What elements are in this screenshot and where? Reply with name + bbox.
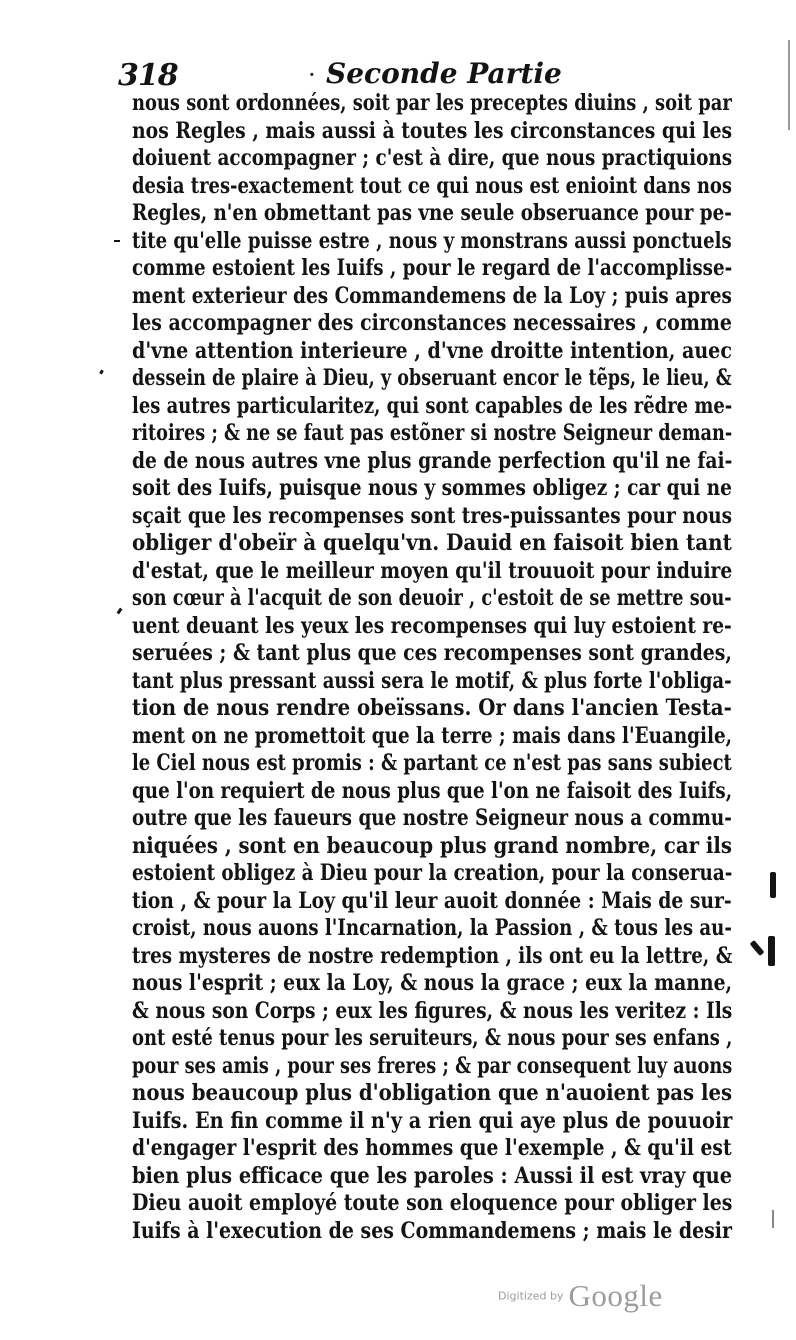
watermark-prefix: Digitized by [498,1289,564,1303]
text-line: obliger d'obeïr à quelqu'vn. Dauid en faisoit bien tant [132,530,732,556]
text-line: ont esté tenus pour les seruiteurs, & nous pour ses enfans , [132,1025,733,1051]
text-line: les accompagner des circonstances necessaires , comme [132,310,732,336]
text-line: d'engager l'esprit des hommes que l'exemple , & qu'il est [132,1135,732,1161]
text-line: les autres particularitez, qui sont capables de les rẽdre me- [132,392,733,419]
page-number: 318 [118,58,178,93]
page-edge-shadow [788,40,790,130]
text-line: desia tres-exactement tout ce qui nous est enioint dans nos [132,172,732,199]
text-line: & nous son Corps ; eux les figures, & nous les veritez : Ils [132,997,733,1024]
text-line: tres mysteres de nostre redemption , ils ont eu la lettre, & [132,942,733,969]
text-line: ritoires ; & ne se faut pas estõner si nostre Seigneur deman- [132,420,733,446]
text-line: ment on ne promettoit que la terre ; mais dans l'Euangile, [132,722,733,749]
text-line: Regles, n'en obmettant pas vne seule obseruance pour pe- [132,200,732,226]
margin-ink-mark [770,872,776,898]
text-line: comme estoient les Iuifs , pour le regard de l'accomplisse- [132,255,733,281]
text-line: tant plus pressant aussi sera le motif, & plus forte l'obliga- [132,667,732,694]
text-line: outre que les faueurs que nostre Seigneur nous a commu- [132,805,732,831]
text-line: nous l'esprit ; eux la Loy, & nous la grace ; eux la manne, [132,970,733,996]
text-line: doiuent accompagner ; c'est à dire, que nous practiquions [132,145,733,171]
text-line: nos Regles , mais aussi à toutes les circonstances qui les [132,117,733,144]
text-line: de de nous autres vne plus grande perfection qu'il ne fai- [132,447,733,474]
text-line: uent deuant les yeux les recompenses qui luy estoient re- [132,612,732,639]
text-line: seruées ; & tant plus que ces recompenses sont grandes, [132,640,732,666]
running-title: Seconde Partie [326,57,562,90]
body-text [132,90,732,1245]
text-line: sçait que les recompenses sont tres-puissantes pour nous [132,502,733,529]
text-line: d'estat, que le meilleur moyen qu'il trouuoit pour induire [132,557,733,584]
text-line: son cœur à l'acquit de son deuoir , c'estoit de se mettre sou- [132,585,732,611]
text-line: nous beaucoup plus d'obligation que n'auoient pas les [132,1080,733,1106]
text-line: Iuifs à l'execution de ses Commandemens ; mais le desir [132,1217,732,1244]
margin-ink-mark [772,1210,774,1228]
header-separator: · [308,61,316,89]
text-line: tion , & pour la Loy qu'il leur auoit donnée : Mais de sur- [132,887,732,914]
text-line: Iuifs. En fin comme il n'y a rien qui aye plus de pouuoir [132,1107,733,1134]
margin-ink-mark [768,936,775,966]
page-header [118,52,562,93]
digitized-by-google-watermark [498,1278,663,1314]
text-line: d'vne attention interieure , d'vne droitte intention, auec [132,337,732,364]
text-line: le Ciel nous est promis : & partant ce n'est pas sans subiect [132,750,732,776]
text-line: tite qu'elle puisse estre , nous y monstrans aussi ponctuels [132,227,732,254]
google-logo: Google [568,1278,663,1313]
text-line: que l'on requiert de nous plus que l'on ne faisoit des Iuifs, [132,777,733,804]
text-line: Dieu auoit employé toute son eloquence pour obliger les [132,1190,733,1216]
margin-ink-mark [117,608,123,615]
text-line: tion de nous rendre obeïssans. Or dans l'ancien Testa- [132,695,732,721]
text-line: niquées , sont en beaucoup plus grand nombre, car ils [132,832,732,859]
text-line: bien plus efficace que les paroles : Aussi il est vray que [132,1162,733,1189]
text-line: estoient obligez à Dieu pour la creation, pour la conserua- [132,860,733,886]
margin-ink-mark [114,240,120,242]
text-line: dessein de plaire à Dieu, y obseruant encor le tẽps, le lieu, & [132,365,732,391]
text-line: ment exterieur des Commandemens de la Loy ; puis apres [132,282,732,309]
text-line: nous sont ordonnées, soit par les preceptes diuins , soit par [132,90,732,116]
text-line: croist, nous auons l'Incarnation, la Passion , & tous les au- [132,915,732,941]
text-line: pour ses amis , pour ses freres ; & par consequent luy auons [132,1052,733,1079]
margin-ink-mark [99,370,104,375]
margin-ink-mark [750,940,765,956]
text-line: soit des Iuifs, puisque nous y sommes obligez ; car qui ne [132,475,732,501]
